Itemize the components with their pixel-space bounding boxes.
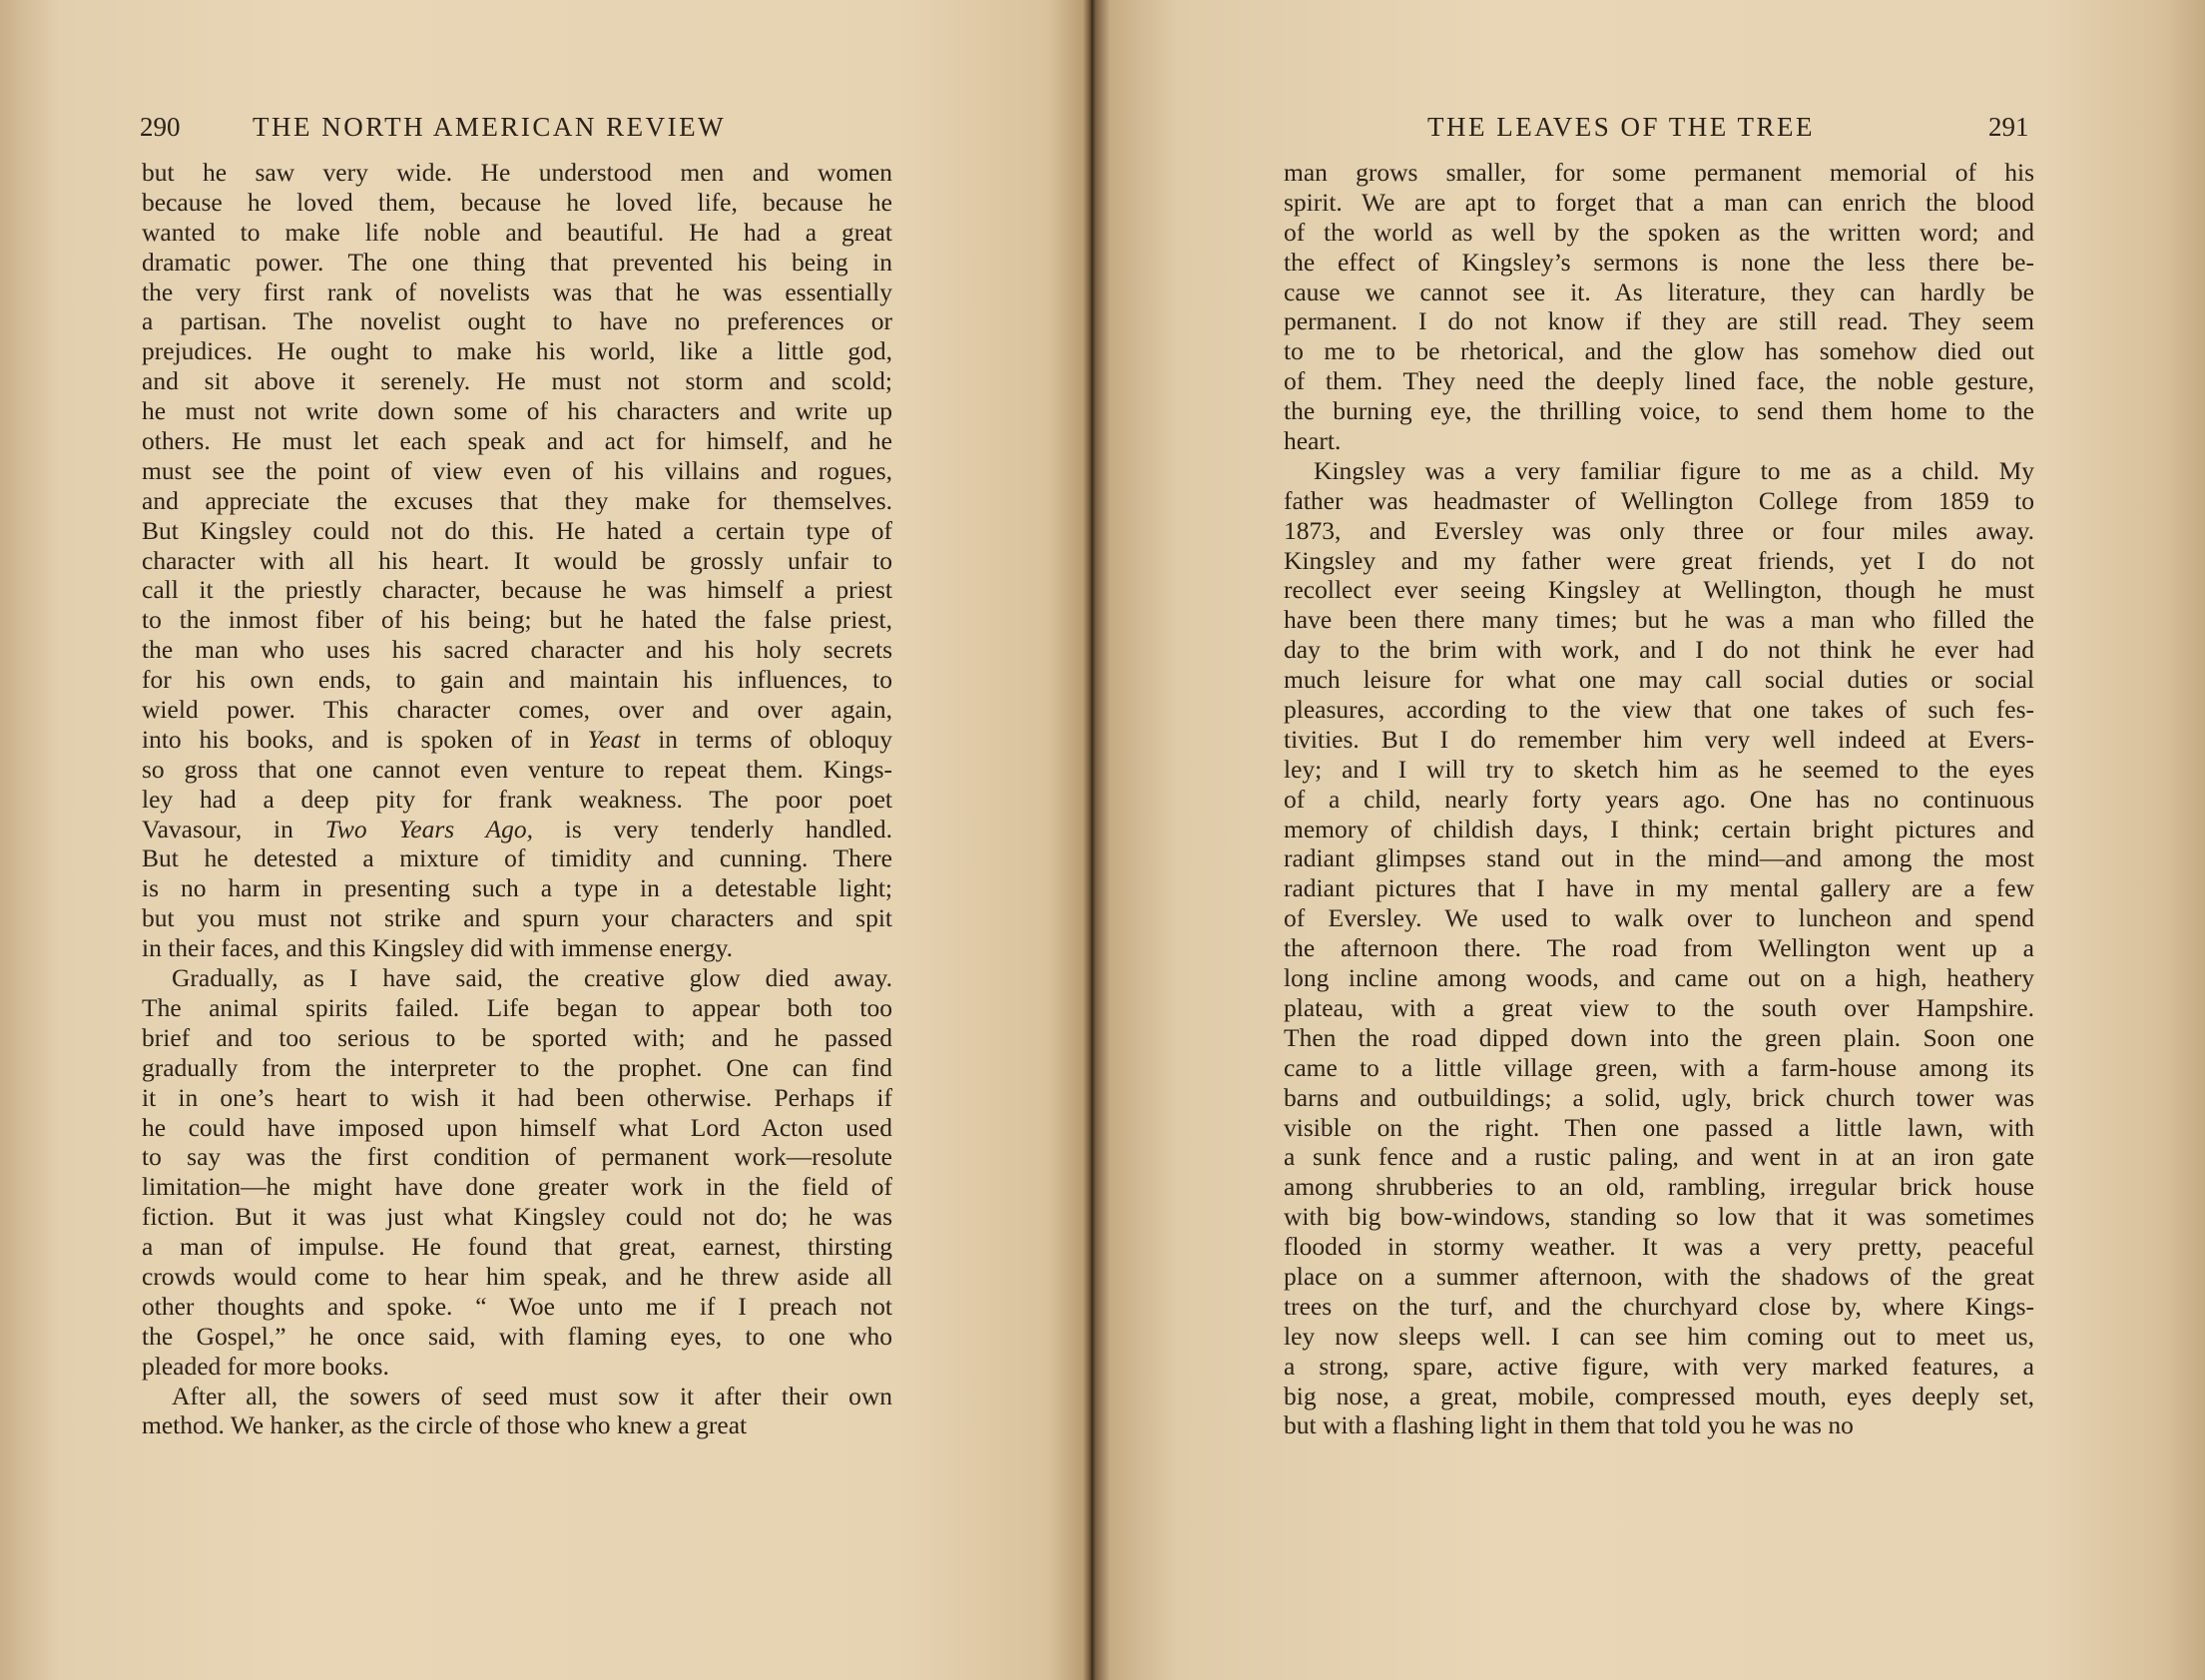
paragraph [142, 963, 892, 1381]
text-line: pleaded for more books. [142, 1351, 389, 1381]
text-line: but you must not strike and spurn your characters and spit [142, 903, 892, 933]
text-line: radiant pictures that I have in my mental gallery are a few [1284, 873, 2034, 903]
text-line: gradually from the interpreter to the prophet. One can find [142, 1052, 892, 1082]
text-line: but with a flashing light in them that told you he was no [1284, 1410, 1854, 1440]
text-line: came to a little village green, with a farm-house among its [1284, 1052, 2034, 1082]
text-line: character with all his heart. It would be grossly unfair to [142, 545, 892, 575]
text-line: Kingsley was a very familiar figure to me as a child. My [1314, 455, 2034, 485]
text-line: trees on the turf, and the churchyard close by, where Kings- [1284, 1291, 2034, 1321]
text-line: the Gospel,” he once said, with flaming eyes, to one who [142, 1321, 892, 1351]
text-line: barns and outbuildings; a solid, ugly, brick church tower was [1284, 1082, 2034, 1112]
text-line: a man of impulse. He found that great, earnest, thirsting [142, 1232, 892, 1262]
page-number: 291 [1988, 112, 2029, 142]
text-line: it in one’s heart to wish it had been otherwise. Perhaps if [142, 1082, 892, 1112]
text-line: brief and too serious to be sported with; and he passed [142, 1022, 892, 1052]
left-page [0, 0, 1090, 1680]
text-line: fiction. But it was just what Kingsley could not do; he was [142, 1202, 892, 1232]
text-line: Gradually, as I have said, the creative glow died away. [172, 963, 892, 993]
text-line: wield power. This character comes, over and over again, [142, 695, 892, 725]
text-line: dramatic power. The one thing that prevented his being in [142, 247, 892, 277]
text-line: of Eversley. We used to walk over to luncheon and spend [1284, 903, 2034, 933]
text-line: among shrubberies to an old, rambling, irregular brick house [1284, 1172, 2034, 1202]
text-line: to me to be rhetorical, and the glow has somehow died out [1284, 336, 2034, 366]
running-head: THE NORTH AMERICAN REVIEW [253, 112, 727, 142]
text-line: ley now sleeps well. I can see him coming out to meet us, [1284, 1321, 2034, 1351]
text-line: The animal spirits failed. Life began to appear both too [142, 992, 892, 1022]
page-body [1284, 158, 2034, 1440]
text-line: flooded in stormy weather. It was a very pretty, peaceful [1284, 1232, 2034, 1262]
text-line: a sunk fence and a rustic paling, and went in at an iron gate [1284, 1142, 2034, 1172]
text-line: into his books, and is spoken of in Yeast in terms of obloquy [142, 724, 892, 754]
text-line: and appreciate the excuses that they make for themselves. [142, 485, 892, 515]
text-line: the man who uses his sacred character and his holy secrets [142, 635, 892, 665]
text-line: a partisan. The novelist ought to have no preferences or [142, 306, 892, 336]
text-line: call it the priestly character, because he was himself a priest [142, 575, 892, 605]
text-line: recollect ever seeing Kingsley at Wellington, though he must [1284, 575, 2034, 605]
text-line: have been there many times; but he was a man who filled the [1284, 605, 2034, 635]
paragraph [1284, 456, 2034, 1440]
text-line: tivities. But I do remember him very well indeed at Evers- [1284, 724, 2034, 754]
text-line: the effect of Kingsley’s sermons is none the less there be- [1284, 247, 2034, 277]
paragraph [1284, 158, 2034, 456]
text-line: spirit. We are apt to forget that a man can enrich the blood [1284, 187, 2034, 217]
text-line: prejudices. He ought to make his world, like a little god, [142, 336, 892, 366]
page-body [142, 158, 892, 1440]
text-line: But he detested a mixture of timidity and cunning. There [142, 843, 892, 873]
text-line: big nose, a great, mobile, compressed mouth, eyes deeply set, [1284, 1381, 2034, 1410]
text-line: so gross that one cannot even venture to repeat them. Kings- [142, 754, 892, 784]
text-line: day to the brim with work, and I do not think he ever had [1284, 635, 2034, 665]
text-line: and sit above it serenely. He must not storm and scold; [142, 366, 892, 396]
text-line: 1873, and Eversley was only three or four miles away. [1284, 515, 2034, 545]
text-line: the very first rank of novelists was that he was essentially [142, 277, 892, 306]
text-line: heart. [1284, 426, 1342, 456]
paragraph [142, 1382, 892, 1441]
text-line: for his own ends, to gain and maintain his influences, to [142, 665, 892, 695]
text-line: method. We hanker, as the circle of those who knew a great [142, 1410, 748, 1440]
text-line: in their faces, and this Kingsley did with immense energy. [142, 933, 734, 963]
running-head: THE LEAVES OF THE TREE [1427, 112, 1816, 142]
text-line: others. He must let each speak and act for himself, and he [142, 426, 892, 456]
text-line: with big bow-windows, standing so low that it was sometimes [1284, 1202, 2034, 1232]
text-line: Kingsley and my father were great friends, yet I do not [1284, 545, 2034, 575]
right-page [1098, 0, 2205, 1680]
text-line: limitation—he might have done greater work in the field of [142, 1172, 892, 1202]
text-line: But Kingsley could not do this. He hated a certain type of [142, 515, 892, 545]
text-line: memory of childish days, I think; certain bright pictures and [1284, 814, 2034, 843]
text-line: cause we cannot see it. As literature, they can hardly be [1284, 277, 2034, 306]
text-line: because he loved them, because he loved life, because he [142, 187, 892, 217]
text-line: wanted to make life noble and beautiful. He had a great [142, 217, 892, 247]
text-line: but he saw very wide. He understood men and women [142, 158, 892, 187]
paragraph [142, 158, 892, 963]
text-line: a strong, spare, active figure, with very marked features, a [1284, 1351, 2034, 1381]
text-line: plateau, with a great view to the south over Hampshire. [1284, 992, 2034, 1022]
text-line: crowds would come to hear him speak, and he threw aside all [142, 1261, 892, 1291]
text-line: place on a summer afternoon, with the shadows of the great [1284, 1261, 2034, 1291]
text-line: Then the road dipped down into the green plain. Soon one [1284, 1022, 2034, 1052]
text-line: the afternoon there. The road from Wellington went up a [1284, 933, 2034, 963]
text-line: of the world as well by the spoken as the written word; and [1284, 217, 2034, 247]
text-line: ley; and I will try to sketch him as he seemed to the eyes [1284, 754, 2034, 784]
text-line: long incline among woods, and came out on a high, heathery [1284, 963, 2034, 993]
text-line: he must not write down some of his characters and write up [142, 396, 892, 426]
page-number: 290 [140, 112, 181, 142]
text-line: radiant glimpses stand out in the mind—and among the most [1284, 843, 2034, 873]
text-line: After all, the sowers of seed must sow it after their own [172, 1381, 892, 1410]
text-line: pleasures, according to the view that one takes of such fes- [1284, 695, 2034, 725]
text-line: must see the point of view even of his villains and rogues, [142, 455, 892, 485]
text-line: man grows smaller, for some permanent memorial of his [1284, 158, 2034, 187]
text-line: to the inmost fiber of his being; but he hated the false priest, [142, 605, 892, 635]
text-line: much leisure for what one may call social duties or social [1284, 665, 2034, 695]
text-line: Vavasour, in Two Years Ago, is very tenderly handled. [142, 814, 893, 843]
text-line: other thoughts and spoke. “ Woe unto me if I preach not [142, 1291, 892, 1321]
text-line: father was headmaster of Wellington College from 1859 to [1284, 485, 2034, 515]
text-line: visible on the right. Then one passed a little lawn, with [1284, 1112, 2034, 1142]
text-line: is no harm in presenting such a type in a detestable light; [142, 873, 892, 903]
text-line: ley had a deep pity for frank weakness. The poor poet [142, 784, 892, 814]
text-line: to say was the first condition of permanent work—resolute [142, 1142, 892, 1172]
text-line: of a child, nearly forty years ago. One has no continuous [1284, 784, 2034, 814]
text-line: the burning eye, the thrilling voice, to send them home to the [1284, 396, 2034, 426]
text-line: of them. They need the deeply lined face, the noble gesture, [1284, 366, 2034, 396]
text-line: permanent. I do not know if they are still read. They seem [1284, 306, 2034, 336]
text-line: he could have imposed upon himself what Lord Acton used [142, 1112, 892, 1142]
